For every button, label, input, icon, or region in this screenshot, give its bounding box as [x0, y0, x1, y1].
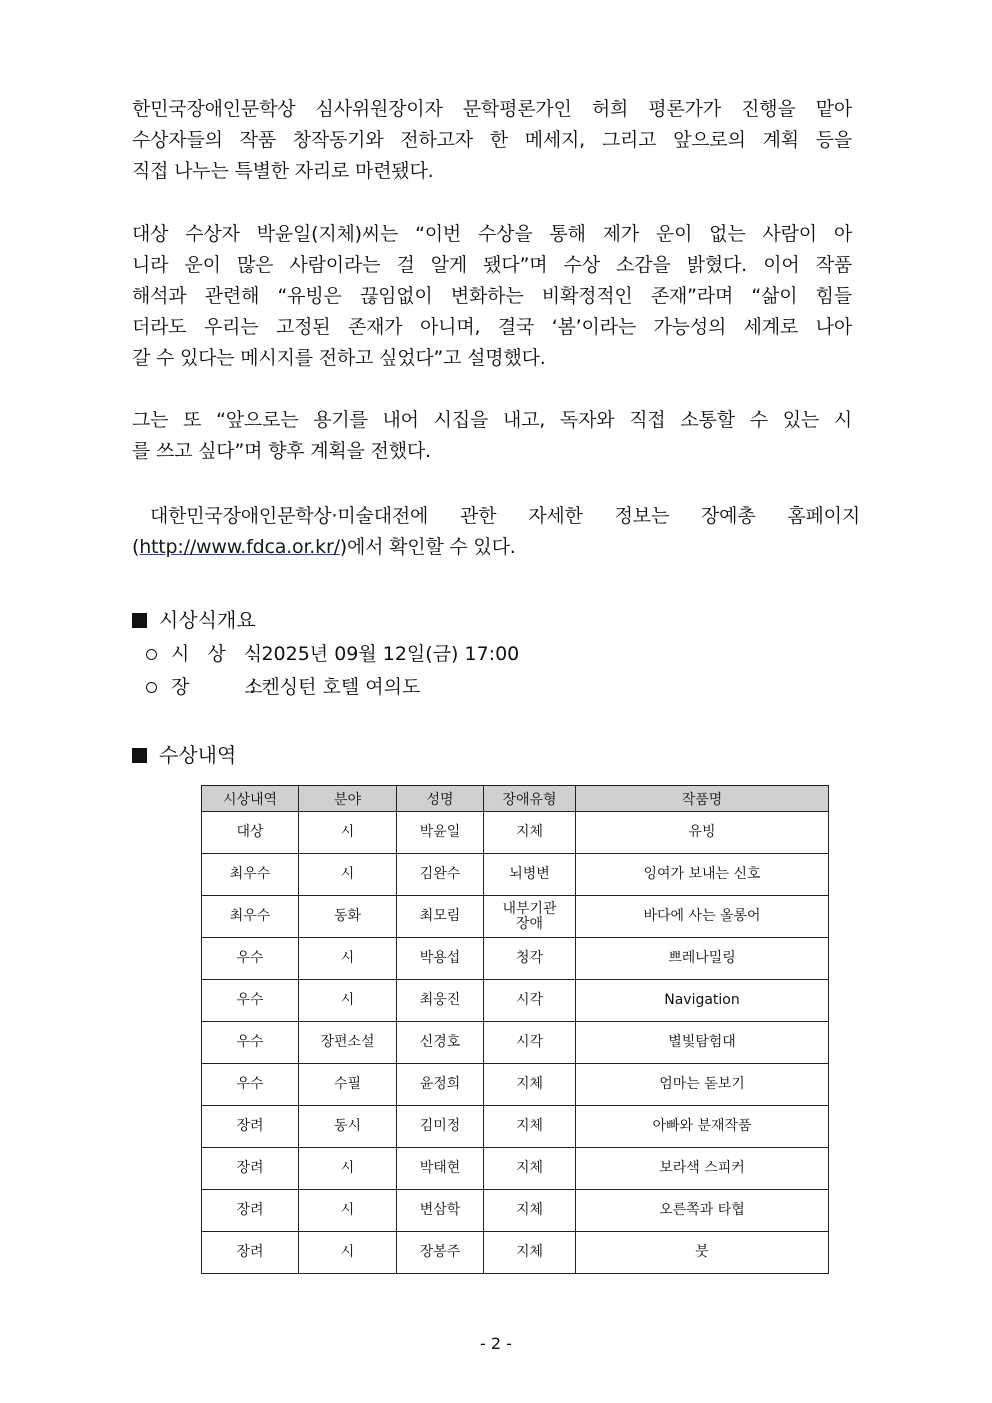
work-title-cell: 오른쪽과 타협 [576, 1190, 829, 1232]
disability-type-cell: 내부기관 장애 [484, 896, 576, 938]
disability-type-cell: 시각 [484, 1022, 576, 1064]
text-line: 를 쓰고 싶다”며 향후 계획을 전했다. [132, 440, 431, 462]
paren-open: ( [132, 536, 140, 558]
name-cell: 최모림 [397, 896, 484, 938]
text-line: 대상 수상자 박윤일(지체)씨는 “이번 수상을 통해 제가 운이 없는 사람이 아 [132, 223, 852, 245]
award-level-cell: 우수 [202, 1064, 299, 1106]
intro-paragraph [132, 94, 852, 187]
ceremony-item-label: 장 소 [171, 676, 269, 698]
award-level-cell: 우수 [202, 938, 299, 980]
table-row [202, 896, 829, 938]
text-line: 직접 나누는 특별한 자리로 마련됐다. [132, 160, 434, 182]
table-row [202, 980, 829, 1022]
field-cell: 장편소설 [299, 1022, 397, 1064]
ceremony-item-date [146, 640, 519, 668]
grand-prize-paragraph [132, 219, 852, 374]
award-level-cell: 최우수 [202, 854, 299, 896]
table-row [202, 854, 829, 896]
awards-heading [132, 741, 236, 769]
awards-table-body [202, 812, 829, 1274]
field-cell: 시 [299, 1232, 397, 1274]
disability-type-cell: 시각 [484, 980, 576, 1022]
circle-bullet-icon [146, 682, 157, 693]
work-title-cell: 바다에 사는 올롱어 [576, 896, 829, 938]
work-title-cell: Navigation [576, 980, 829, 1022]
award-level-cell: 장려 [202, 1106, 299, 1148]
name-cell: 김미정 [397, 1106, 484, 1148]
disability-type-cell: 지체 [484, 1232, 576, 1274]
square-bullet-icon [132, 748, 147, 763]
table-header-row [202, 786, 829, 812]
disability-type-cell: 지체 [484, 812, 576, 854]
award-level-cell: 장려 [202, 1148, 299, 1190]
column-header: 성명 [397, 786, 484, 812]
text-line: 대한민국장애인문학상·미술대전에 관한 자세한 정보는 장예총 홈페이지 [150, 505, 860, 527]
text-line: 수상자들의 작품 창작동기와 전하고자 한 메세지, 그리고 앞으로의 계획 등을 [132, 129, 852, 151]
column-header: 장애유형 [484, 786, 576, 812]
ceremony-heading-text: 시상식개요 [159, 608, 256, 632]
work-title-cell: 유빙 [576, 812, 829, 854]
disability-type-cell: 뇌병변 [484, 854, 576, 896]
disability-type-cell: 청각 [484, 938, 576, 980]
column-header: 분야 [299, 786, 397, 812]
field-cell: 시 [299, 812, 397, 854]
text-line: 그는 또 “앞으로는 용기를 내어 시집을 내고, 독자와 직접 소통할 수 있는 시 [132, 409, 852, 431]
award-level-cell: 우수 [202, 980, 299, 1022]
work-title-cell: 붓 [576, 1232, 829, 1274]
disability-type-cell: 지체 [484, 1148, 576, 1190]
homepage-link[interactable]: http://www.fdca.or.kr/ [139, 536, 340, 558]
award-level-cell: 장려 [202, 1190, 299, 1232]
field-cell: 동화 [299, 896, 397, 938]
field-cell: 시 [299, 854, 397, 896]
award-level-cell: 대상 [202, 812, 299, 854]
field-cell: 시 [299, 1148, 397, 1190]
text-line [132, 532, 852, 563]
page-number: - 2 - [480, 1334, 512, 1353]
column-header: 시상내역 [202, 786, 299, 812]
awards-heading-text: 수상내역 [159, 743, 237, 767]
ceremony-item-value: : 켄싱턴 호텔 여의도 [249, 676, 421, 698]
disability-type-cell: 지체 [484, 1064, 576, 1106]
table-row [202, 1064, 829, 1106]
name-cell: 박윤일 [397, 812, 484, 854]
field-cell: 시 [299, 980, 397, 1022]
future-plan-paragraph [132, 405, 852, 467]
ceremony-item-venue [146, 673, 420, 701]
disability-type-cell: 지체 [484, 1190, 576, 1232]
name-cell: 김완수 [397, 854, 484, 896]
name-cell: 박태현 [397, 1148, 484, 1190]
work-title-cell: 쁘레나밀링 [576, 938, 829, 980]
info-paragraph [132, 501, 860, 563]
disability-type-cell: 지체 [484, 1106, 576, 1148]
ceremony-item-value: : 2025년 09월 12일(금) 17:00 [249, 643, 520, 665]
work-title-cell: 보라색 스피커 [576, 1148, 829, 1190]
work-title-cell: 별빛탐험대 [576, 1022, 829, 1064]
text-line: 한민국장애인문학상 심사위원장이자 문학평론가인 허희 평론가가 진행을 맡아 [132, 98, 852, 120]
table-row [202, 812, 829, 854]
awards-table [201, 785, 829, 1274]
table-row [202, 1190, 829, 1232]
name-cell: 박용섭 [397, 938, 484, 980]
table-row [202, 1022, 829, 1064]
square-bullet-icon [132, 613, 147, 628]
award-level-cell: 장려 [202, 1232, 299, 1274]
text-line: 니라 운이 많은 사람이라는 걸 알게 됐다”며 수상 소감을 밝혔다. 이어 작품 [132, 254, 852, 276]
ceremony-heading [132, 606, 256, 634]
name-cell: 신경호 [397, 1022, 484, 1064]
text-rest: )에서 확인할 수 있다. [339, 536, 516, 558]
text-line: 갈 수 있다는 메시지를 전하고 싶었다”고 설명했다. [132, 347, 546, 369]
text-line: 해석과 관련해 “유빙은 끊임없이 변화하는 비확정적인 존재”라며 “삶이 힘들 [132, 285, 852, 307]
field-cell: 수필 [299, 1064, 397, 1106]
ceremony-item-label: 시 상 식 [171, 643, 269, 665]
field-cell: 시 [299, 938, 397, 980]
work-title-cell: 엄마는 돋보기 [576, 1064, 829, 1106]
name-cell: 장봉주 [397, 1232, 484, 1274]
table-row [202, 1148, 829, 1190]
award-level-cell: 우수 [202, 1022, 299, 1064]
work-title-cell: 잉여가 보내는 신호 [576, 854, 829, 896]
column-header: 작품명 [576, 786, 829, 812]
circle-bullet-icon [146, 649, 157, 660]
name-cell: 윤정희 [397, 1064, 484, 1106]
name-cell: 변삼학 [397, 1190, 484, 1232]
table-row [202, 1106, 829, 1148]
text-line: 더라도 우리는 고정된 존재가 아니며, 결국 ‘봄’이라는 가능성의 세계로 나아 [132, 316, 852, 338]
field-cell: 시 [299, 1190, 397, 1232]
work-title-cell: 아빠와 분재작품 [576, 1106, 829, 1148]
name-cell: 최웅진 [397, 980, 484, 1022]
table-row [202, 938, 829, 980]
award-level-cell: 최우수 [202, 896, 299, 938]
field-cell: 동시 [299, 1106, 397, 1148]
table-row [202, 1232, 829, 1274]
